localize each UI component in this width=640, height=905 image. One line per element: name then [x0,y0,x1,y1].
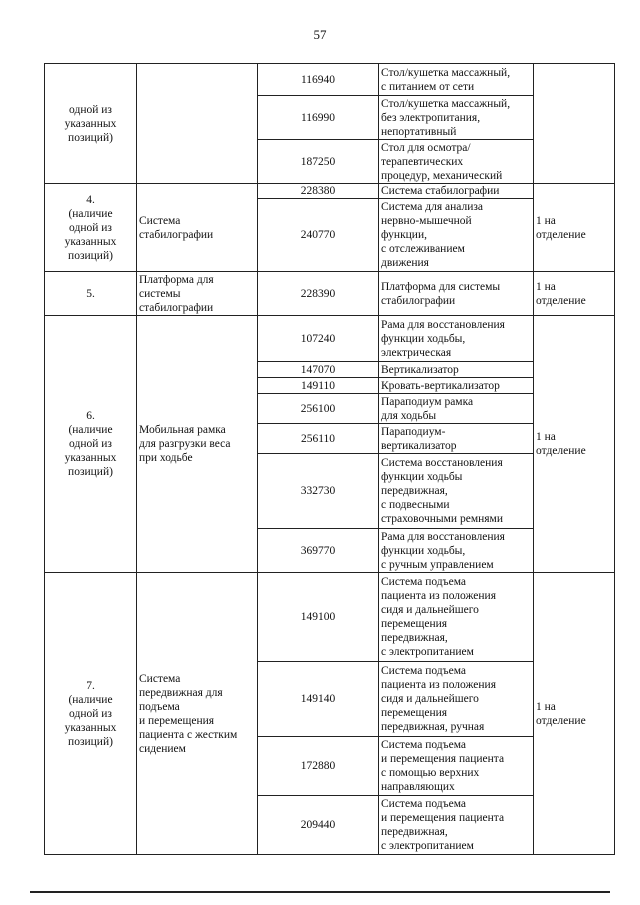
code-cell: 107240 [258,316,379,362]
device-cell [137,64,258,184]
name-cell: Параподиум рамка для ходьбы [379,394,534,424]
device-cell: Платформа для системы стабилографии [137,272,258,316]
name-cell: Кровать-вертикализатор [379,378,534,394]
name-cell: Параподиум- вертикализатор [379,424,534,454]
page-number: 57 [313,27,327,42]
name-cell: Система подъема и перемещения пациента с помощью верхних направляющих [379,737,534,796]
device-cell: Мобильная рамка для разгрузки веса при ходьбе [137,316,258,573]
group-cell: 6. (наличие одной из указанных позиций) [45,316,137,573]
code-cell: 187250 [258,140,379,184]
table-row [45,184,615,199]
device-cell: Система передвижная для подъема и перемещения пациента с жестким сидением [137,573,258,855]
group-cell: 4. (наличие одной из указанных позиций) [45,184,137,272]
name-cell: Стол/кушетка массажный, без электропитания, непортативный [379,96,534,140]
code-cell: 172880 [258,737,379,796]
qty-cell: 1 на отделение [534,573,615,855]
name-cell: Система подъема пациента из положения сидя и дальнейшего перемещения передвижная, с электропитанием [379,573,534,662]
qty-cell [534,64,615,184]
code-cell: 116940 [258,64,379,96]
name-cell: Система стабилографии [379,184,534,199]
name-cell: Стол/кушетка массажный, с питанием от сети [379,64,534,96]
code-cell: 228390 [258,272,379,316]
table-row [45,272,615,316]
name-cell: Рама для восстановления функции ходьбы, с ручным управлением [379,529,534,573]
group-cell: 5. [45,272,137,316]
code-cell: 256110 [258,424,379,454]
name-cell: Стол для осмотра/ терапевтических процедур, механический [379,140,534,184]
table-row [45,316,615,362]
name-cell: Рама для восстановления функции ходьбы, электрическая [379,316,534,362]
name-cell: Система подъема пациента из положения сидя и дальнейшего перемещения передвижная, ручная [379,662,534,737]
code-cell: 149110 [258,378,379,394]
code-cell: 149140 [258,662,379,737]
table-row [45,573,615,662]
name-cell: Вертикализатор [379,362,534,378]
code-cell: 369770 [258,529,379,573]
page-bottom-rule [30,891,610,893]
group-cell: 7. (наличие одной из указанных позиций) [45,573,137,855]
code-cell: 209440 [258,796,379,855]
table-row [45,64,615,96]
qty-cell: 1 на отделение [534,316,615,573]
name-cell: Система восстановления функции ходьбы передвижная, с подвесными страховочными ремнями [379,454,534,529]
code-cell: 149100 [258,573,379,662]
device-cell: Система стабилографии [137,184,258,272]
name-cell: Система подъема и перемещения пациента передвижная, с электропитанием [379,796,534,855]
code-cell: 116990 [258,96,379,140]
code-cell: 332730 [258,454,379,529]
group-cell: одной из указанных позиций) [45,64,137,184]
qty-cell: 1 на отделение [534,184,615,272]
code-cell: 228380 [258,184,379,199]
qty-cell: 1 на отделение [534,272,615,316]
code-cell: 256100 [258,394,379,424]
name-cell: Платформа для системы стабилографии [379,272,534,316]
name-cell: Система для анализа нервно-мышечной функции, с отслеживанием движения [379,199,534,272]
code-cell: 240770 [258,199,379,272]
equipment-table [44,63,615,855]
code-cell: 147070 [258,362,379,378]
